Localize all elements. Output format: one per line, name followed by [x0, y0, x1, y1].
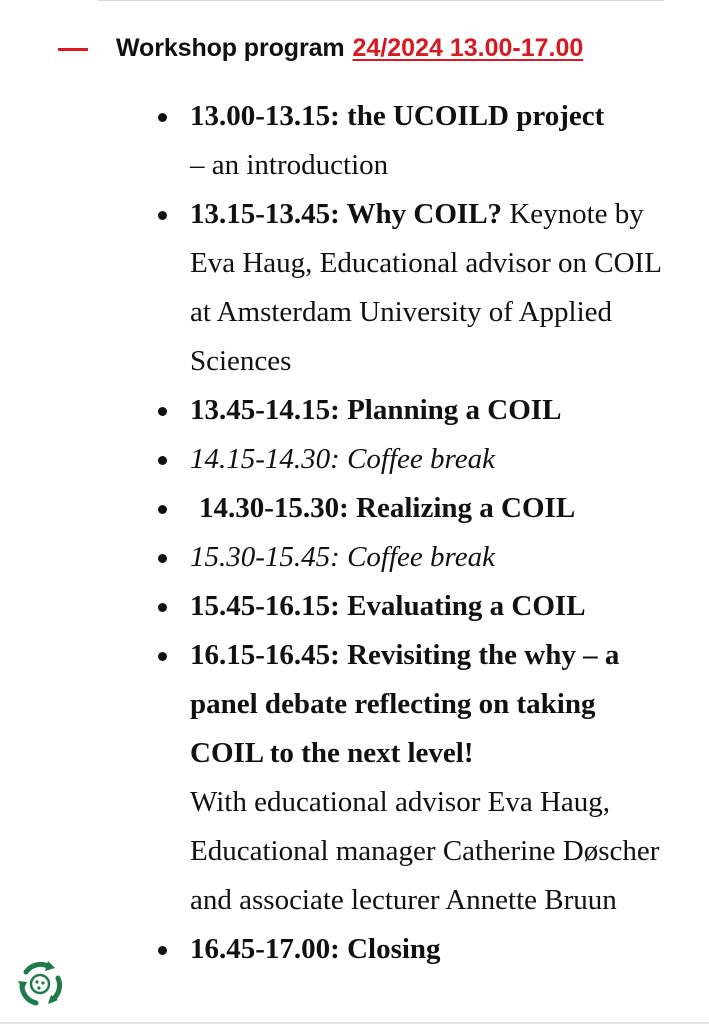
- heading-date-link[interactable]: 24/2024 13.00-17.00: [352, 33, 584, 62]
- list-item: [0, 533, 670, 582]
- program-list: [0, 92, 679, 974]
- list-item: [0, 631, 660, 925]
- bullet-icon: [158, 652, 167, 661]
- bullet-icon: [158, 603, 167, 612]
- item-time-title: 16.15-16.45: Revisiting the why – a panel debate reflecting on taking COIL to the next level!: [190, 639, 620, 769]
- item-time-title: 13.45-14.15: Planning a COIL: [190, 394, 562, 426]
- bullet-icon: [158, 211, 167, 220]
- list-item: [0, 435, 670, 484]
- list-item: [0, 925, 670, 974]
- dash-icon: [58, 48, 88, 51]
- item-break: 15.30-15.45: Coffee break: [190, 541, 495, 573]
- bullet-icon: [158, 456, 167, 465]
- item-time-title: 15.45-16.15: Evaluating a COIL: [190, 590, 586, 622]
- item-time-title: 13.15-13.45: Why COIL?: [190, 198, 503, 230]
- list-item: [0, 190, 670, 386]
- item-description: With educational advisor Eva Haug, Educational manager Catherine Døscher and associate lecturer Annette Bruun: [190, 786, 660, 916]
- heading-title: Workshop program: [116, 33, 345, 62]
- item-time-title: 16.45-17.00: Closing: [190, 933, 441, 965]
- list-item: [0, 484, 679, 533]
- bullet-icon: [158, 407, 167, 416]
- list-item: [0, 582, 670, 631]
- bullet-icon: [158, 505, 167, 514]
- list-item: [0, 386, 670, 435]
- item-description: Keynote by Eva Haug, Educational advisor on COIL at Amsterdam University of Applied Sciences: [190, 198, 661, 377]
- item-break: 14.15-14.30: Coffee break: [190, 443, 495, 475]
- bullet-icon: [158, 113, 167, 122]
- list-item: [0, 92, 670, 190]
- item-time-title: 13.00-13.15: the UCOILD project: [190, 100, 605, 132]
- top-divider: [98, 0, 664, 1]
- bullet-icon: [158, 554, 167, 563]
- bullet-icon: [158, 946, 167, 955]
- section-heading: [58, 28, 678, 68]
- recycle-circle-icon[interactable]: [14, 958, 66, 1010]
- item-time-title: 14.30-15.30: Realizing a COIL: [199, 492, 576, 524]
- item-description: – an introduction: [190, 149, 389, 181]
